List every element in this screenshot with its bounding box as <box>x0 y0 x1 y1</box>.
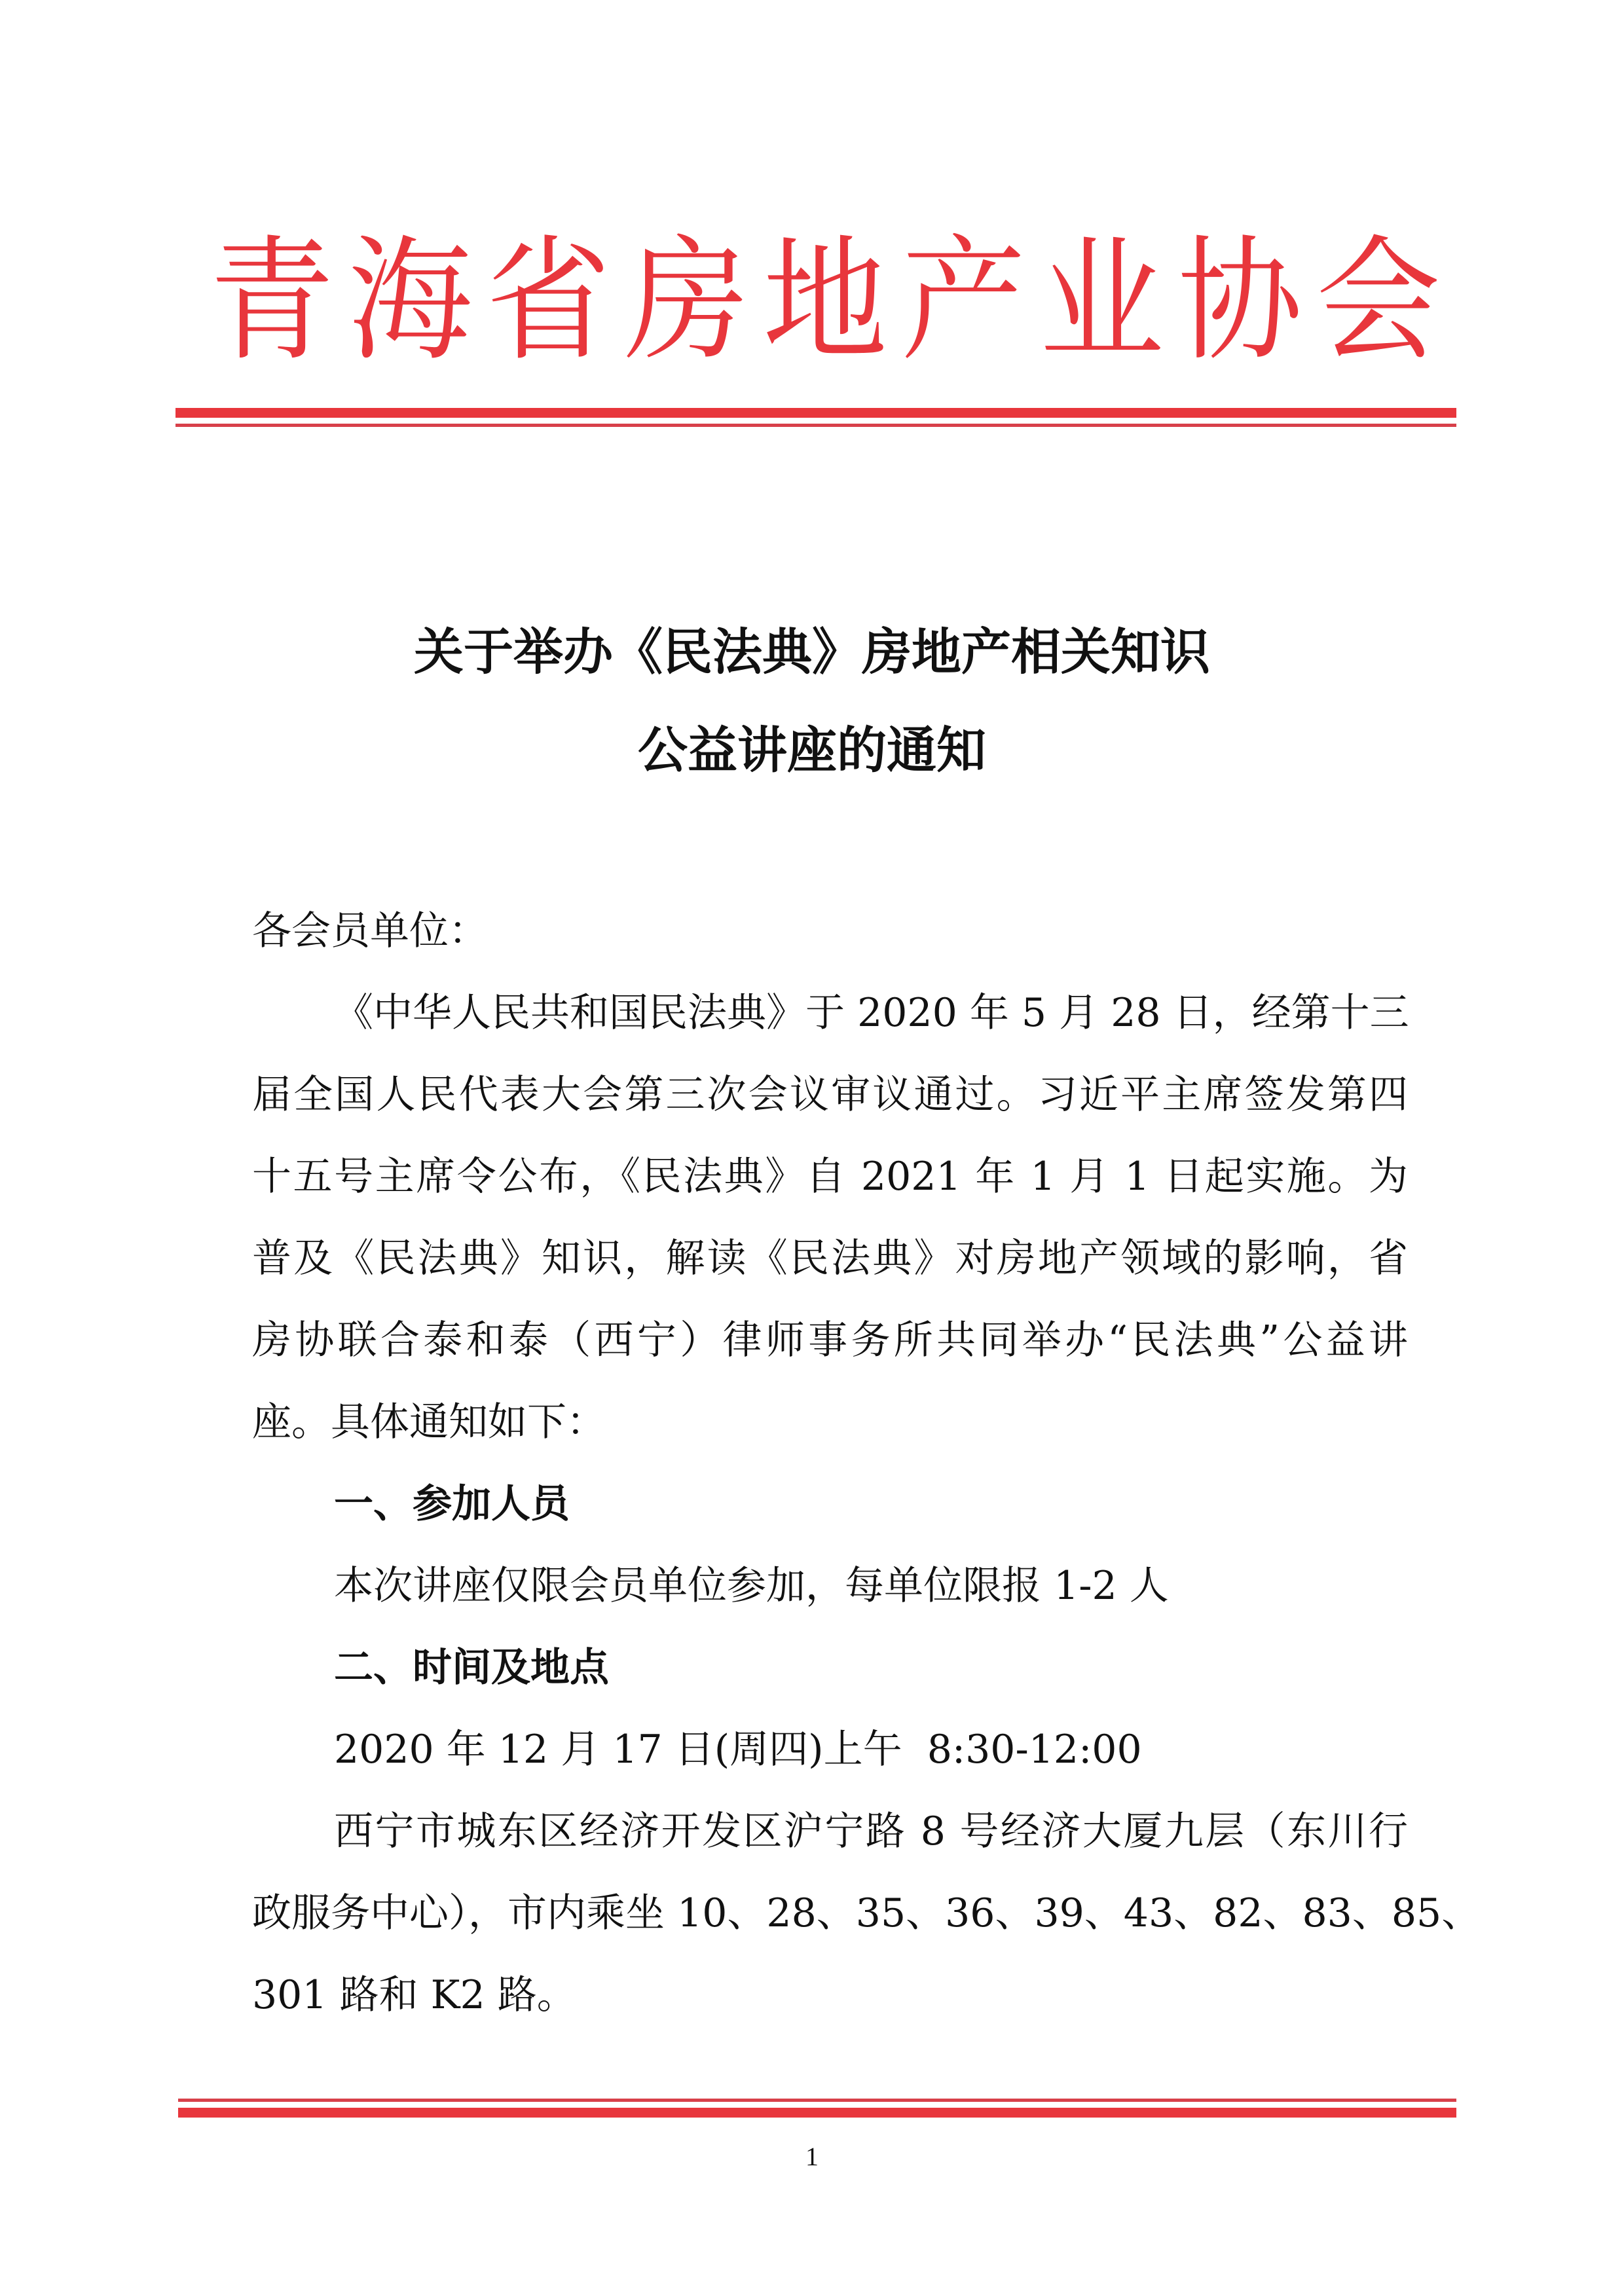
footer-rule-thin <box>178 2099 1456 2102</box>
header-rule-thin <box>175 424 1456 427</box>
intro-line: 普及《民法典》知识，解读《民法典》对房地产领域的影响，省 <box>252 1236 1408 1281</box>
location-line: 西宁市城东区经济开发区沪宁路 8 号经济大厦九层（东川行 <box>334 1808 1408 1854</box>
document-title-line-1: 关于举办《民法典》房地产相关知识 <box>414 623 1210 681</box>
org-char: 房 <box>624 223 749 379</box>
letterhead-org-name <box>210 216 1441 386</box>
intro-line: 十五号主席令公布，《民法典》自 2021 年 1 月 1 日起实施。为 <box>252 1154 1408 1200</box>
intro-line: 《中华人民共和国民法典》于 2020 年 5 月 28 日，经第十三 <box>334 990 1409 1036</box>
org-char: 青 <box>210 223 335 379</box>
org-char: 协 <box>1177 223 1302 379</box>
event-datetime: 2020 年 12 月 17 日(周四)上午 8:30-12:00 <box>334 1727 1142 1772</box>
location-line: 301 路和 K2 路。 <box>252 1972 576 2018</box>
salutation: 各会员单位： <box>252 908 488 954</box>
header-rule-thick <box>175 408 1456 418</box>
org-char: 省 <box>486 223 611 379</box>
section-heading-attendees: 一、参加人员 <box>334 1481 570 1527</box>
org-char: 会 <box>1316 223 1441 379</box>
org-char: 地 <box>762 223 887 379</box>
intro-line: 座。具体通知如下： <box>252 1399 606 1445</box>
document-body <box>252 890 1481 2036</box>
document-title-line-2: 公益讲座的通知 <box>638 721 986 779</box>
org-char: 海 <box>348 223 473 379</box>
intro-line: 届全国人民代表大会第三次会议审议通过。习近平主席签发第四 <box>252 1072 1408 1118</box>
org-char: 业 <box>1039 223 1164 379</box>
attendees-text: 本次讲座仅限会员单位参加，每单位限报 1-2 人 <box>334 1563 1169 1609</box>
page-number: 1 <box>805 2142 819 2171</box>
org-char: 产 <box>901 223 1026 379</box>
intro-line: 房协联合泰和泰（西宁）律师事务所共同举办“民法典”公益讲 <box>252 1317 1408 1363</box>
section-heading-time-location: 二、时间及地点 <box>334 1645 609 1691</box>
footer-rule-thick <box>178 2108 1456 2118</box>
location-line: 政服务中心），市内乘坐 10、28、35、36、39、43、82、83、85、 <box>252 1890 1481 1936</box>
